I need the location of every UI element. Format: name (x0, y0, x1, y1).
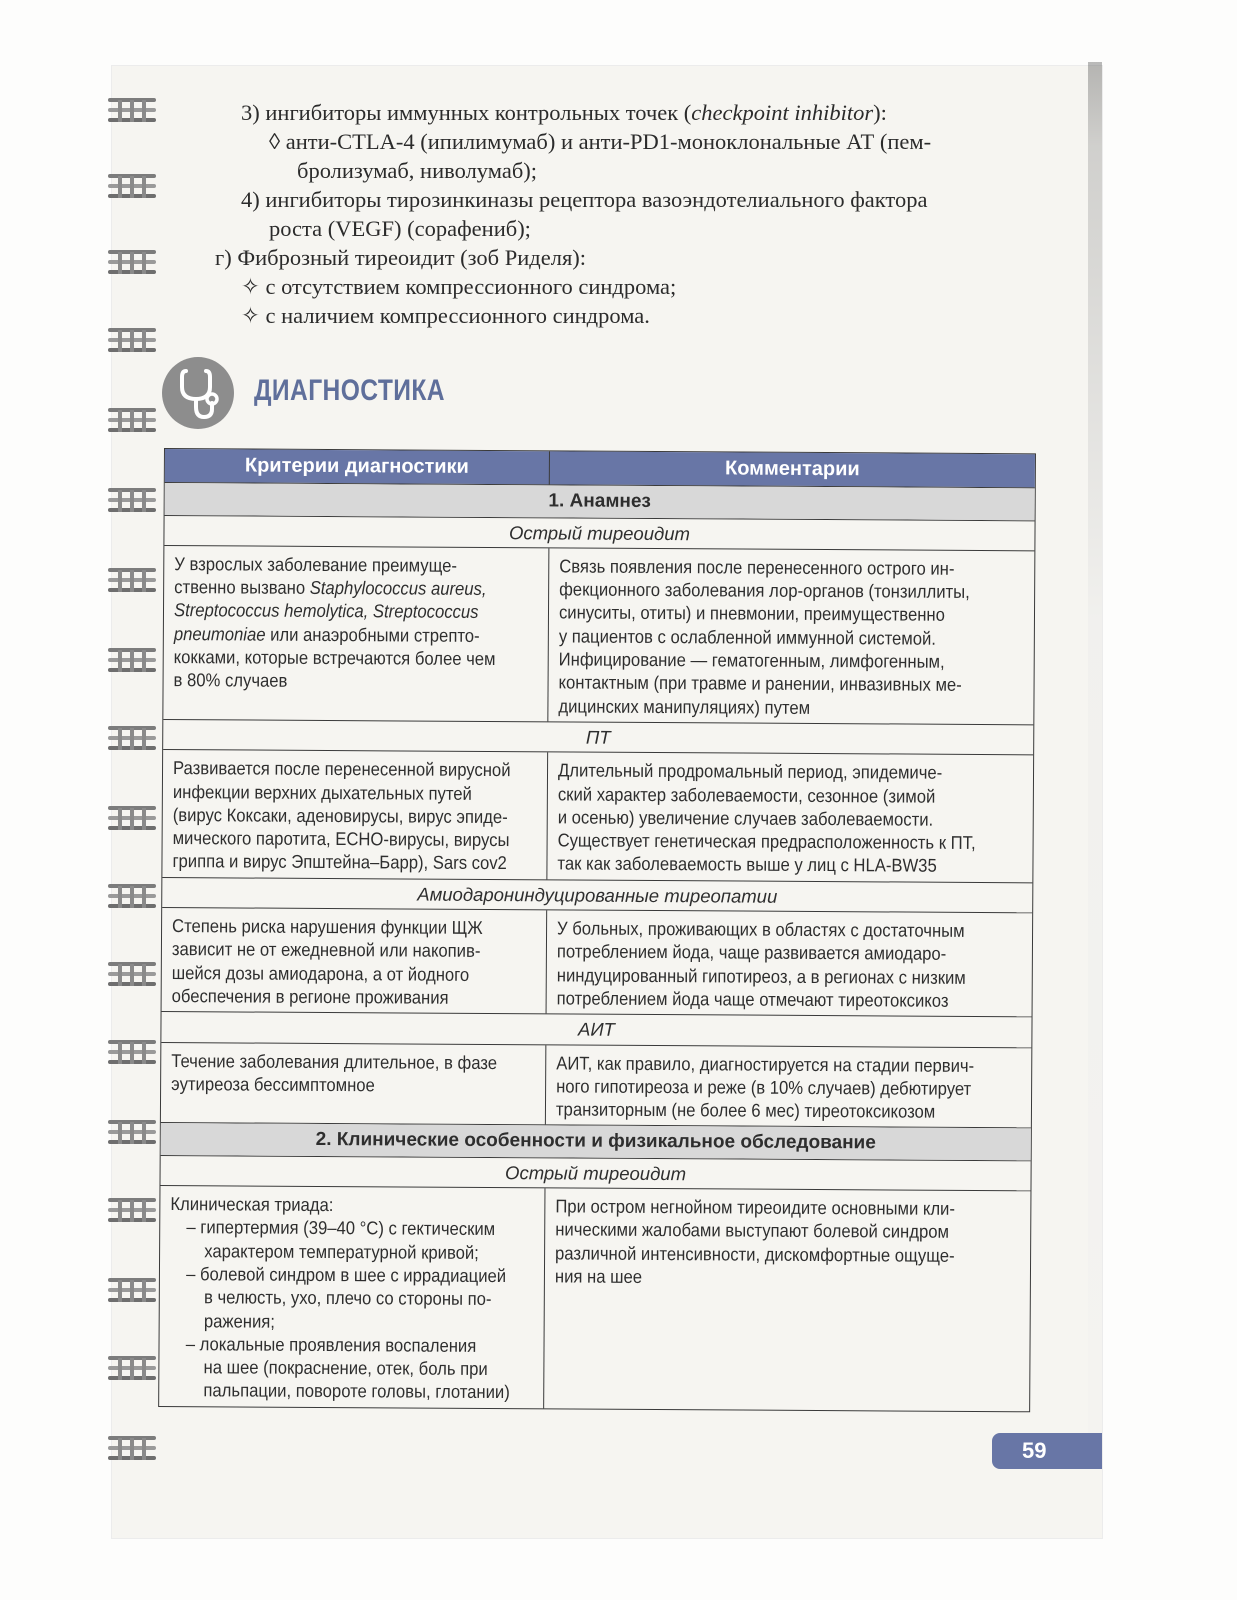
table-header-row (165, 449, 1035, 488)
cell-text-span: ственно вызвано (174, 576, 310, 599)
table-row (163, 545, 1034, 724)
cell-line: синуситы, отиты) и пневмонии, преимущественно (558, 601, 945, 626)
criteria-cell (162, 908, 548, 1014)
cell-line: транзиторным (не более 6 мес) тиреотоксикозом (555, 1098, 936, 1122)
dash-item: – гипертермия (39–40 °С) с гектическим (186, 1216, 496, 1240)
cell-line: различной интенсивности, дискомфортные ощуще- (555, 1242, 955, 1266)
cell-line: При остром негнойном тиреоидите основными кли- (555, 1195, 956, 1219)
column-header: Критерии диагностики (165, 449, 550, 485)
list-item-g: г) Фиброзный тиреоидит (зоб Риделя): (215, 245, 587, 270)
species-name: pneumoniae (173, 622, 266, 645)
subsection-row (163, 719, 1033, 755)
list-subitem: ✧ с отсутствием компрессионного синдрома; (241, 274, 677, 299)
cell-line: У взрослых заболевание преимуще- (174, 552, 458, 576)
subsection-heading: Острый тиреоидит (508, 521, 691, 544)
cell-line (174, 622, 538, 648)
stethoscope-icon (162, 357, 234, 429)
cell-text (174, 552, 538, 694)
cell-line: ский характер заболеваемости, сезонное (зимой (557, 782, 936, 807)
species-name: Streptococcus hemolytica, Streptococcus (173, 599, 479, 623)
cell-line: зависит не от ежедневной или накопив- (171, 938, 481, 962)
section-row (161, 1122, 1031, 1160)
table-row (162, 907, 1033, 1017)
cell-line: ниндуцированный гипотиреоз, а в регионах с низким (556, 964, 966, 988)
cell-line: в 80% случаев (173, 669, 288, 692)
cell-line: фекционного заболевания лор-органов (тонзиллиты, (559, 578, 970, 603)
cell-line: потреблением йода чаще отмечают тиреотоксикоз (556, 987, 949, 1011)
dash-item: – болевой синдром в шее с иррадиацией (186, 1263, 507, 1287)
column-header: Комментарии (724, 457, 860, 481)
cell-line: контактным (при травме и ранении, инвазивных ме- (558, 671, 962, 696)
binding-ring (108, 1356, 156, 1384)
table-row (161, 1042, 1031, 1128)
cell-line: инфекции верхних дыхательных путей (172, 780, 472, 804)
binding-ring (108, 1278, 156, 1306)
page-edge-shadow (1088, 62, 1102, 1462)
cell-line: У больных, проживающих в областях с достаточным (557, 917, 965, 941)
list-item-3: 3) ингибиторы иммунных контрольных точек (checkpoint inhibitor): (241, 100, 887, 125)
cell-line: гриппа и вирус Эпштейна–Барр), Sars cov2 (172, 850, 507, 874)
cell-text (171, 1049, 535, 1098)
binding-ring (108, 962, 156, 990)
species-name: Staphylococcus aureus, (309, 577, 487, 600)
diagnostics-table (158, 448, 1036, 1412)
cell-line: ния на шее (554, 1265, 643, 1287)
comment-cell (547, 753, 1033, 882)
criteria-cell (162, 750, 548, 879)
comment-cell (548, 548, 1034, 724)
binding-ring (108, 1198, 156, 1226)
binding-ring (108, 726, 156, 754)
binding-ring (108, 648, 156, 676)
spiral-binding (108, 90, 160, 1510)
dash-item: – локальные проявления воспаления (185, 1332, 477, 1356)
cell-text (557, 916, 1022, 1012)
section-title: ДИАГНОСТИКА (254, 374, 445, 407)
cell-text-span: или анаэробными стрепто- (265, 623, 480, 646)
section-heading: 1. Анамнез (165, 483, 1035, 520)
subsection-row (164, 515, 1034, 551)
cell-line: Инфицирование — гематогенным, лимфогенным, (558, 648, 945, 672)
comment-cell (547, 910, 1033, 1016)
cell-line: Развивается после перенесенной вирусной (172, 757, 511, 781)
cell-line: Течение заболевания длительное, в фазе (171, 1049, 498, 1073)
table-row (159, 1185, 1030, 1411)
cell-line: кокками, которые встречаются более чем (173, 646, 496, 670)
binding-ring (108, 408, 156, 436)
cell-line: шейся дозы амиодарона, а от йодного (171, 961, 470, 985)
dash-item-cont: на шее (покраснение, отек, боль при (203, 1356, 488, 1380)
cell-text (169, 1192, 534, 1404)
subsection-heading: АИТ (577, 1018, 615, 1040)
dash-item-cont: характером температурной кривой; (204, 1239, 479, 1263)
cell-line: Клиническая триада: (170, 1193, 334, 1216)
binding-ring (108, 328, 156, 356)
cell-line (174, 599, 538, 625)
list-item-4-cont: роста (VEGF) (сорафениб); (269, 216, 531, 241)
cell-text (555, 1194, 1020, 1290)
cell-line: так как заболеваемость выше у лиц с HLA-BW35 (557, 852, 937, 877)
criteria-cell (161, 1043, 546, 1125)
cell-line (174, 575, 538, 601)
dash-item-cont: в челюсть, ухо, плечо со стороны по- (203, 1286, 492, 1310)
cell-text (558, 554, 1024, 720)
criteria-cell (163, 546, 549, 721)
cell-line: потреблением йода, чаще развивается амиодаро- (556, 940, 947, 965)
subsection-row (160, 1155, 1030, 1191)
criteria-cell (159, 1186, 545, 1408)
subsection-heading: ПТ (585, 726, 611, 748)
table-row (162, 749, 1033, 882)
intro-text (205, 98, 1045, 330)
binding-ring (108, 1040, 156, 1068)
binding-ring (108, 568, 156, 596)
binding-ring (108, 1436, 156, 1464)
cell-line: (вирус Коксаки, аденовирусы, вирус эпиде- (172, 803, 508, 827)
dash-item-cont: ражения; (203, 1309, 275, 1332)
binding-ring (108, 488, 156, 516)
subsection-row (162, 877, 1032, 913)
cell-line: мического паротита, ECHO-вирусы, вирусы (172, 827, 510, 851)
cell-line: Связь появления после перенесенного острого ин- (559, 555, 955, 579)
cell-line: обеспечения в регионе проживания (171, 984, 449, 1008)
cell-line: ническими жалобами выступают болевой синдром (555, 1218, 950, 1243)
cell-line: и осенью) увеличение случаев заболеваемости. (557, 806, 934, 830)
cell-line: эутиреоза бессимптомное (171, 1072, 375, 1096)
binding-ring (108, 98, 156, 126)
section-heading: 2. Клинические особенности и физикальное обследование (161, 1123, 1031, 1160)
cell-line: Длительный продромальный период, эпидемиче- (557, 759, 943, 784)
binding-ring (108, 1120, 156, 1148)
subsection-heading: Амиодарониндуцированные тиреопатии (417, 883, 778, 907)
cell-line: Существует генетическая предрасположенность к ПТ, (557, 829, 976, 854)
cell-text (172, 914, 536, 1009)
cell-text (172, 756, 536, 875)
binding-ring (108, 806, 156, 834)
cell-line: АИТ, как правило, диагностируется на стадии первич- (556, 1051, 975, 1076)
comment-cell (546, 1045, 1031, 1128)
list-item-4: 4) ингибиторы тирозинкиназы рецептора вазоэндотелиального фактора (241, 187, 928, 212)
binding-ring (108, 250, 156, 278)
cell-text (556, 1051, 1021, 1124)
list-subitem-cont: бролизумаб, ниволумаб); (297, 158, 538, 183)
cell-line: ного гипотиреоза и реже (в 10% случаев) дебютирует (556, 1075, 972, 1099)
cell-line: Степень риска нарушения функции ЩЖ (172, 915, 483, 939)
dash-item-cont: пальпации, повороте головы, глотании) (203, 1379, 510, 1403)
cell-line: дицинских манипуляциях) путем (558, 695, 811, 718)
subsection-heading: Острый тиреоидит (505, 1161, 687, 1184)
section-row (165, 482, 1035, 520)
cell-text (557, 759, 1022, 878)
list-subitem: ◊ анти-CTLA-4 (ипилимумаб) и анти-PD1-моноклональные АТ (пем- (269, 129, 932, 154)
binding-ring (108, 174, 156, 202)
binding-ring (108, 884, 156, 912)
comment-cell (544, 1188, 1030, 1411)
subsection-row (161, 1011, 1031, 1047)
cell-line: у пациентов с ослабленной иммунной системой. (558, 625, 937, 649)
page-number: 59 (992, 1433, 1102, 1469)
list-subitem: ✧ с наличием компрессионного синдрома. (241, 303, 650, 328)
